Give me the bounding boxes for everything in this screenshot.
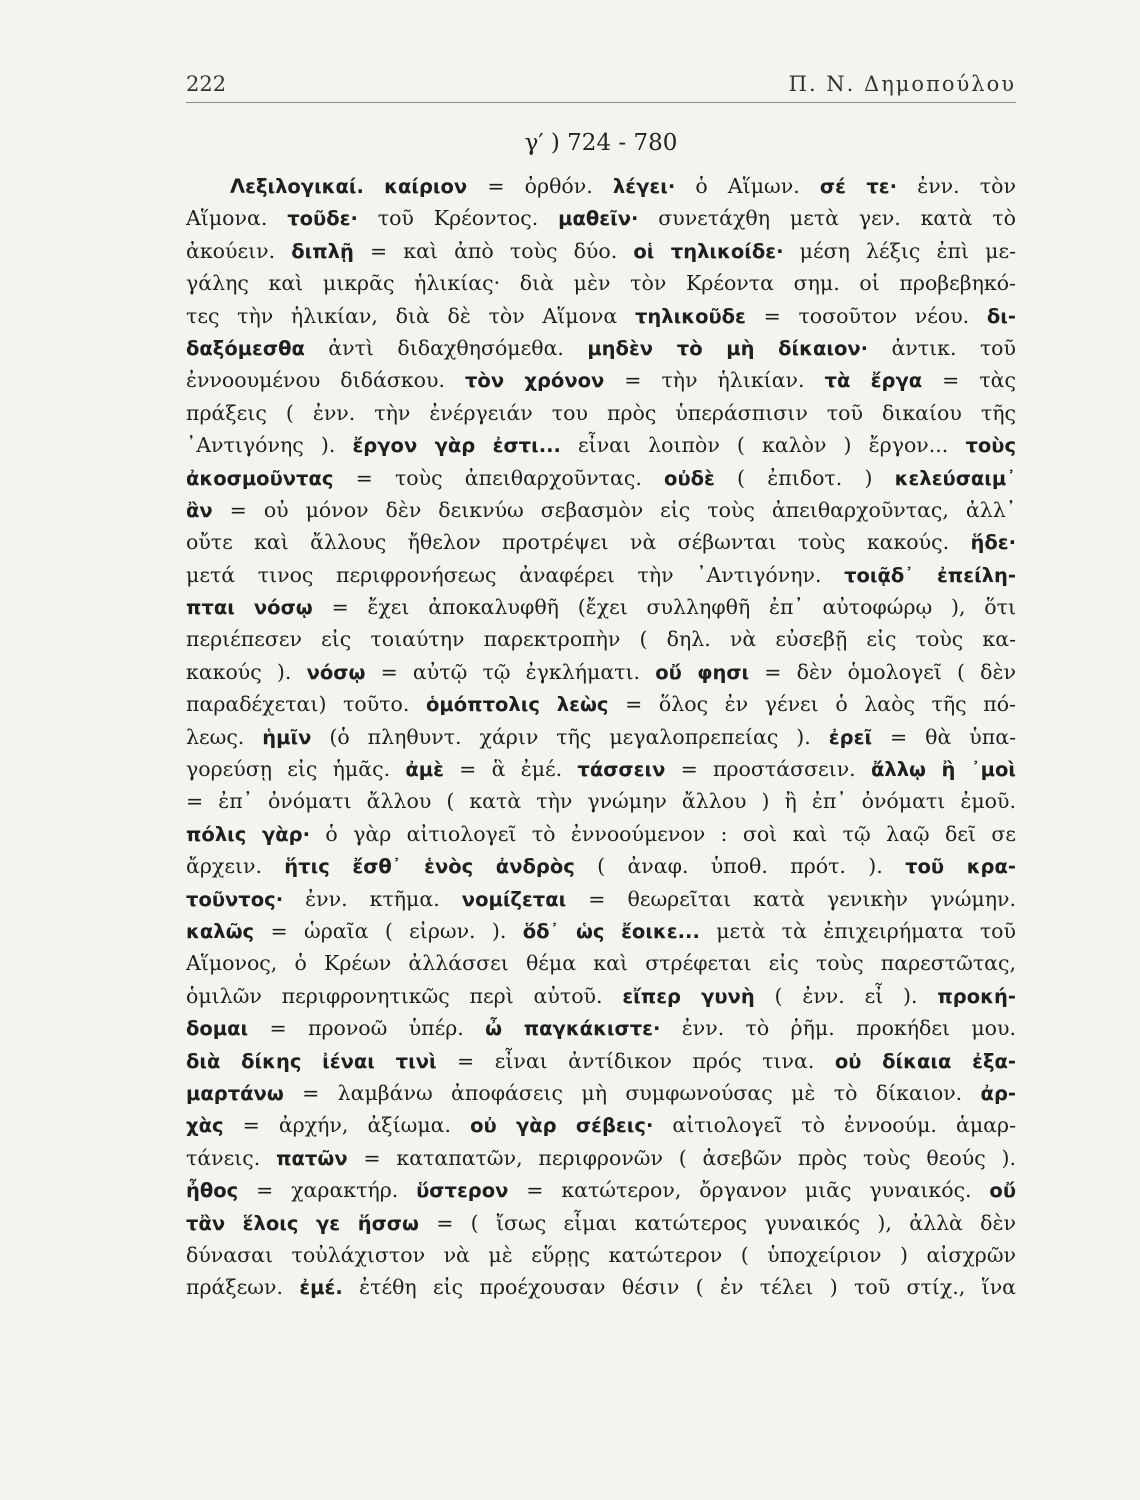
lemma: ὁμόπτολις λεὼς (426, 693, 609, 717)
lemma: τοῦδε· (287, 207, 358, 231)
lemma: ἦθος (186, 1179, 239, 1203)
text-line: περιέπεσεν εἰς τοιαύτην παρεκτροπὴν ( δηλ. νὰ εὐσεβῇ εἰς τοὺς κα- (186, 627, 1016, 652)
text-line: Αἵμονος, ὁ Κρέων ἀλλάσσει θέμα καὶ στρέφεται εἰς τοὺς παρεστῶτας, (186, 951, 1016, 976)
text-line: ἦθος = χαρακτήρ. ὕστερον = κατώτερον, ὄργανον μιᾶς γυναικός. οὔ (186, 1178, 1016, 1203)
text-line: καλῶς = ὡραῖα ( εἰρων. ). ὅδ᾿ ὡς ἔοικε... μετὰ τὰ ἐπιχειρήματα τοῦ (186, 918, 1016, 943)
lemma: τηλικοῦδε (634, 304, 746, 328)
lemma: ὕστερον (416, 1179, 509, 1203)
lemma: τὰ ἔργα (824, 369, 923, 393)
text-line: ὁμιλῶν περιφρονητικῶς περὶ αὐτοῦ. εἴπερ γυνὴ ( ἐνν. εἶ ). προκή- (186, 983, 1016, 1008)
lemma: τοῦ κρα- (905, 855, 1016, 879)
lemma: ἂν (186, 498, 213, 522)
text-line: γορεύσῃ εἰς ἡμᾶς. ἀμὲ = ἃ ἐμέ. τάσσειν = προστάσσειν. ἄλλῳ ἢ ᾿μοὶ (186, 757, 1016, 782)
lemma: εἴπερ γυνὴ (622, 984, 755, 1008)
text-line: δαξόμεσθα ἀντὶ διδαχθησόμεθα. μηδὲν τὸ μὴ δίκαιον· ἀντικ. τοῦ (186, 335, 1016, 360)
lemma: Λεξιλογικαί. (230, 175, 364, 198)
lemma: οὐ δίκαια ἐξα- (834, 1049, 1016, 1073)
lemma: προκή- (937, 984, 1016, 1008)
lemma: μαθεῖν· (558, 207, 639, 231)
lemma: τὸν χρόνον (464, 369, 605, 393)
page-number: 222 (186, 72, 227, 96)
lemma: μηδὲν τὸ μὴ δίκαιον· (587, 336, 869, 360)
lemma: ἔργον γὰρ ἐστι... (352, 434, 561, 458)
text-line: ἐννοουμένου διδάσκου. τὸν χρόνον = τὴν ἡλικίαν. τὰ ἔργα = τὰς (186, 368, 1016, 393)
lemma: νόσῳ (306, 660, 366, 684)
text-line: παραδέχεται) τοῦτο. ὁμόπτολις λεὼς = ὅλος ἐν γένει ὁ λαὸς τῆς πό- (186, 692, 1016, 717)
running-head (186, 70, 1016, 103)
text-line: μαρτάνω = λαμβάνω ἀποφάσεις μὴ συμφωνούσας μὲ τὸ δίκαιον. ἀρ- (186, 1080, 1016, 1105)
lemma: ἐμέ. (299, 1276, 343, 1300)
section-heading: γ′ ) 724 - 780 (524, 130, 678, 156)
lemma: τάσσειν (577, 758, 666, 782)
lemma: ἐρεῖ (828, 725, 873, 749)
text-line: λεως. ἡμῖν (ὁ πληθυντ. χάριν τῆς μεγαλοπρεπείας ). ἐρεῖ = θὰ ὑπα- (186, 724, 1016, 749)
lemma: σέ τε· (819, 175, 898, 198)
lemma: πόλις γὰρ· (186, 822, 311, 846)
text-line: δύνασαι τοὐλάχιστον νὰ μὲ εὕρῃς κατώτερον ( ὑποχείριον ) αἰσχρῶν (186, 1242, 1016, 1267)
text-line: τάνεις. πατῶν = καταπατῶν, περιφρονῶν ( ἀσεβῶν πρὸς τοὺς θεούς ). (186, 1145, 1016, 1170)
text-line: τοῦντος· ἐνν. κτῆμα. νομίζεται = θεωρεῖται κατὰ γενικὴν γνώμην. (186, 886, 1016, 911)
lemma: τοὺς (965, 434, 1016, 458)
lemma: χὰς (186, 1114, 224, 1138)
lemma: πατῶν (276, 1146, 348, 1170)
text-line: πράξεις ( ἐνν. τὴν ἐνέργειάν του πρὸς ὑπεράσπισιν τοῦ δικαίου τῆς (186, 400, 1016, 425)
lemma: οὔ φησι (655, 660, 750, 684)
lemma: δομαι (186, 1017, 249, 1041)
text-line: ἂν = οὐ μόνον δὲν δεικνύω σεβασμὸν εἰς τοὺς ἀπειθαρχοῦντας, ἀλλ᾿ (186, 497, 1016, 522)
text-line: κακούς ). νόσῳ = αὐτῷ τῷ ἐγκλήματι. οὔ φησι = δὲν ὁμολογεῖ ( δὲν (186, 659, 1016, 684)
text-line: τἂν ἕλοις γε ἥσσω = ( ἴσως εἶμαι κατώτερος γυναικός ), ἀλλὰ δὲν (186, 1210, 1016, 1235)
text-line: = ἐπ᾿ ὀνόματι ἄλλου ( κατὰ τὴν γνώμην ἄλλου ) ἢ ἐπ᾿ ὀνόματι ἐμοῦ. (186, 789, 1016, 814)
lemma: μαρτάνω (186, 1081, 284, 1105)
lemma: διπλῇ (291, 239, 354, 263)
text-line: πόλις γὰρ· ὁ γὰρ αἰτιολογεῖ τὸ ἐννοούμενον : σοὶ καὶ τῷ λαῷ δεῖ σε (186, 821, 1016, 846)
author-name: Π. Ν. Δημοπούλου (788, 72, 1016, 96)
lemma: πται νόσῳ (186, 596, 313, 620)
text-line: πράξεων. ἐμέ. ἐτέθη εἰς προέχουσαν θέσιν ( ἐν τέλει ) τοῦ στίχ., ἵνα (186, 1275, 1016, 1300)
text-line: γάλης καὶ μικρᾶς ἡλικίας· διὰ μὲν τὸν Κρέοντα σημ. οἱ προβεβηκό- (186, 271, 1016, 296)
lemma: τοῦντος· (186, 887, 284, 911)
lemma: ἡμῖν (262, 725, 312, 749)
lemma: λέγει· (612, 175, 676, 198)
text-line: ᾿Αντιγόνης ). ἔργον γὰρ ἐστι... εἶναι λοιπὸν ( καλὸν ) ἔργον... τοὺς (186, 433, 1016, 458)
lemma: ὅδ᾿ ὡς ἔοικε... (522, 919, 700, 943)
lemma: οἱ τηλικοίδε· (633, 239, 784, 263)
lemma: τἂν ἕλοις γε ἥσσω (186, 1211, 419, 1235)
lemma: οὔ (989, 1179, 1016, 1203)
lemma: ἀκοσμοῦντας (186, 466, 334, 490)
text-line: διὰ δίκης ἰέναι τινὶ = εἶναι ἀντίδικον πρός τινα. οὐ δίκαια ἐξα- (186, 1048, 1016, 1073)
commentary-text (186, 170, 1016, 1304)
lemma: ἀρ- (980, 1081, 1016, 1105)
lemma: ἥτις ἔσθ᾿ ἑνὸς ἀνδρὸς (284, 855, 575, 879)
text-line: δομαι = προνοῶ ὑπέρ. ὦ παγκάκιστε· ἐνν. τὸ ῥῆμ. προκήδει μου. (186, 1016, 1016, 1041)
lemma: κελεύσαιμ᾿ (894, 466, 1016, 490)
lemma: καλῶς (186, 919, 255, 943)
text-line: ἄρχειν. ἥτις ἔσθ᾿ ἑνὸς ἀνδρὸς ( ἀναφ. ὑποθ. πρότ. ). τοῦ κρα- (186, 854, 1016, 879)
lemma: οὐ γὰρ σέβεις· (470, 1114, 654, 1138)
lemma: δι- (986, 304, 1016, 328)
lemma: ἀμὲ (405, 758, 444, 782)
text-line: μετά τινος περιφρονήσεως ἀναφέρει τὴν ᾿Αντιγόνην. τοιᾷδ᾿ ἐπείλη- (186, 562, 1016, 587)
lemma: νομίζεται (461, 887, 567, 911)
lemma: τοιᾷδ᾿ ἐπείλη- (844, 563, 1016, 587)
text-line: τες τὴν ἡλικίαν, διὰ δὲ τὸν Αἵμονα τηλικοῦδε = τοσοῦτον νέου. δι- (186, 303, 1016, 328)
text-line: Αἵμονα. τοῦδε· τοῦ Κρέοντος. μαθεῖν· συνετάχθη μετὰ γεν. κατὰ τὸ (186, 206, 1016, 231)
text-line: οὔτε καὶ ἄλλους ἤθελον προτρέψει νὰ σέβωνται τοὺς κακούς. ἥδε· (186, 530, 1016, 555)
lemma: διὰ δίκης ἰέναι τινὶ (186, 1049, 437, 1073)
text-line: ἀκούειν. διπλῇ = καὶ ἀπὸ τοὺς δύο. οἱ τηλικοίδε· μέση λέξις ἐπὶ με- (186, 238, 1016, 263)
text-line: χὰς = ἀρχήν, ἀξίωμα. οὐ γὰρ σέβεις· αἰτιολογεῖ τὸ ἐννοούμ. ἁμαρ- (186, 1113, 1016, 1138)
text-line: πται νόσῳ = ἔχει ἀποκαλυφθῆ (ἔχει συλληφθῆ ἐπ᾿ αὐτοφώρῳ ), ὅτι (186, 595, 1016, 620)
lemma: καίριον (384, 175, 468, 198)
lemma: οὐδὲ (664, 466, 715, 490)
lemma: ὦ παγκάκιστε· (485, 1017, 661, 1041)
lemma: ἥδε· (970, 531, 1016, 555)
text-line: Λεξιλογικαί. καίριον = ὀρθόν. λέγει· ὁ Αἵμων. σέ τε· ἐνν. τὸν (230, 174, 1016, 198)
text-line: ἀκοσμοῦντας = τοὺς ἀπειθαρχοῦντας. οὐδὲ ( ἐπιδοτ. ) κελεύσαιμ᾿ (186, 465, 1016, 490)
lemma: δαξόμεσθα (186, 336, 305, 360)
lemma: ἄλλῳ ἢ ᾿μοὶ (870, 758, 1016, 782)
